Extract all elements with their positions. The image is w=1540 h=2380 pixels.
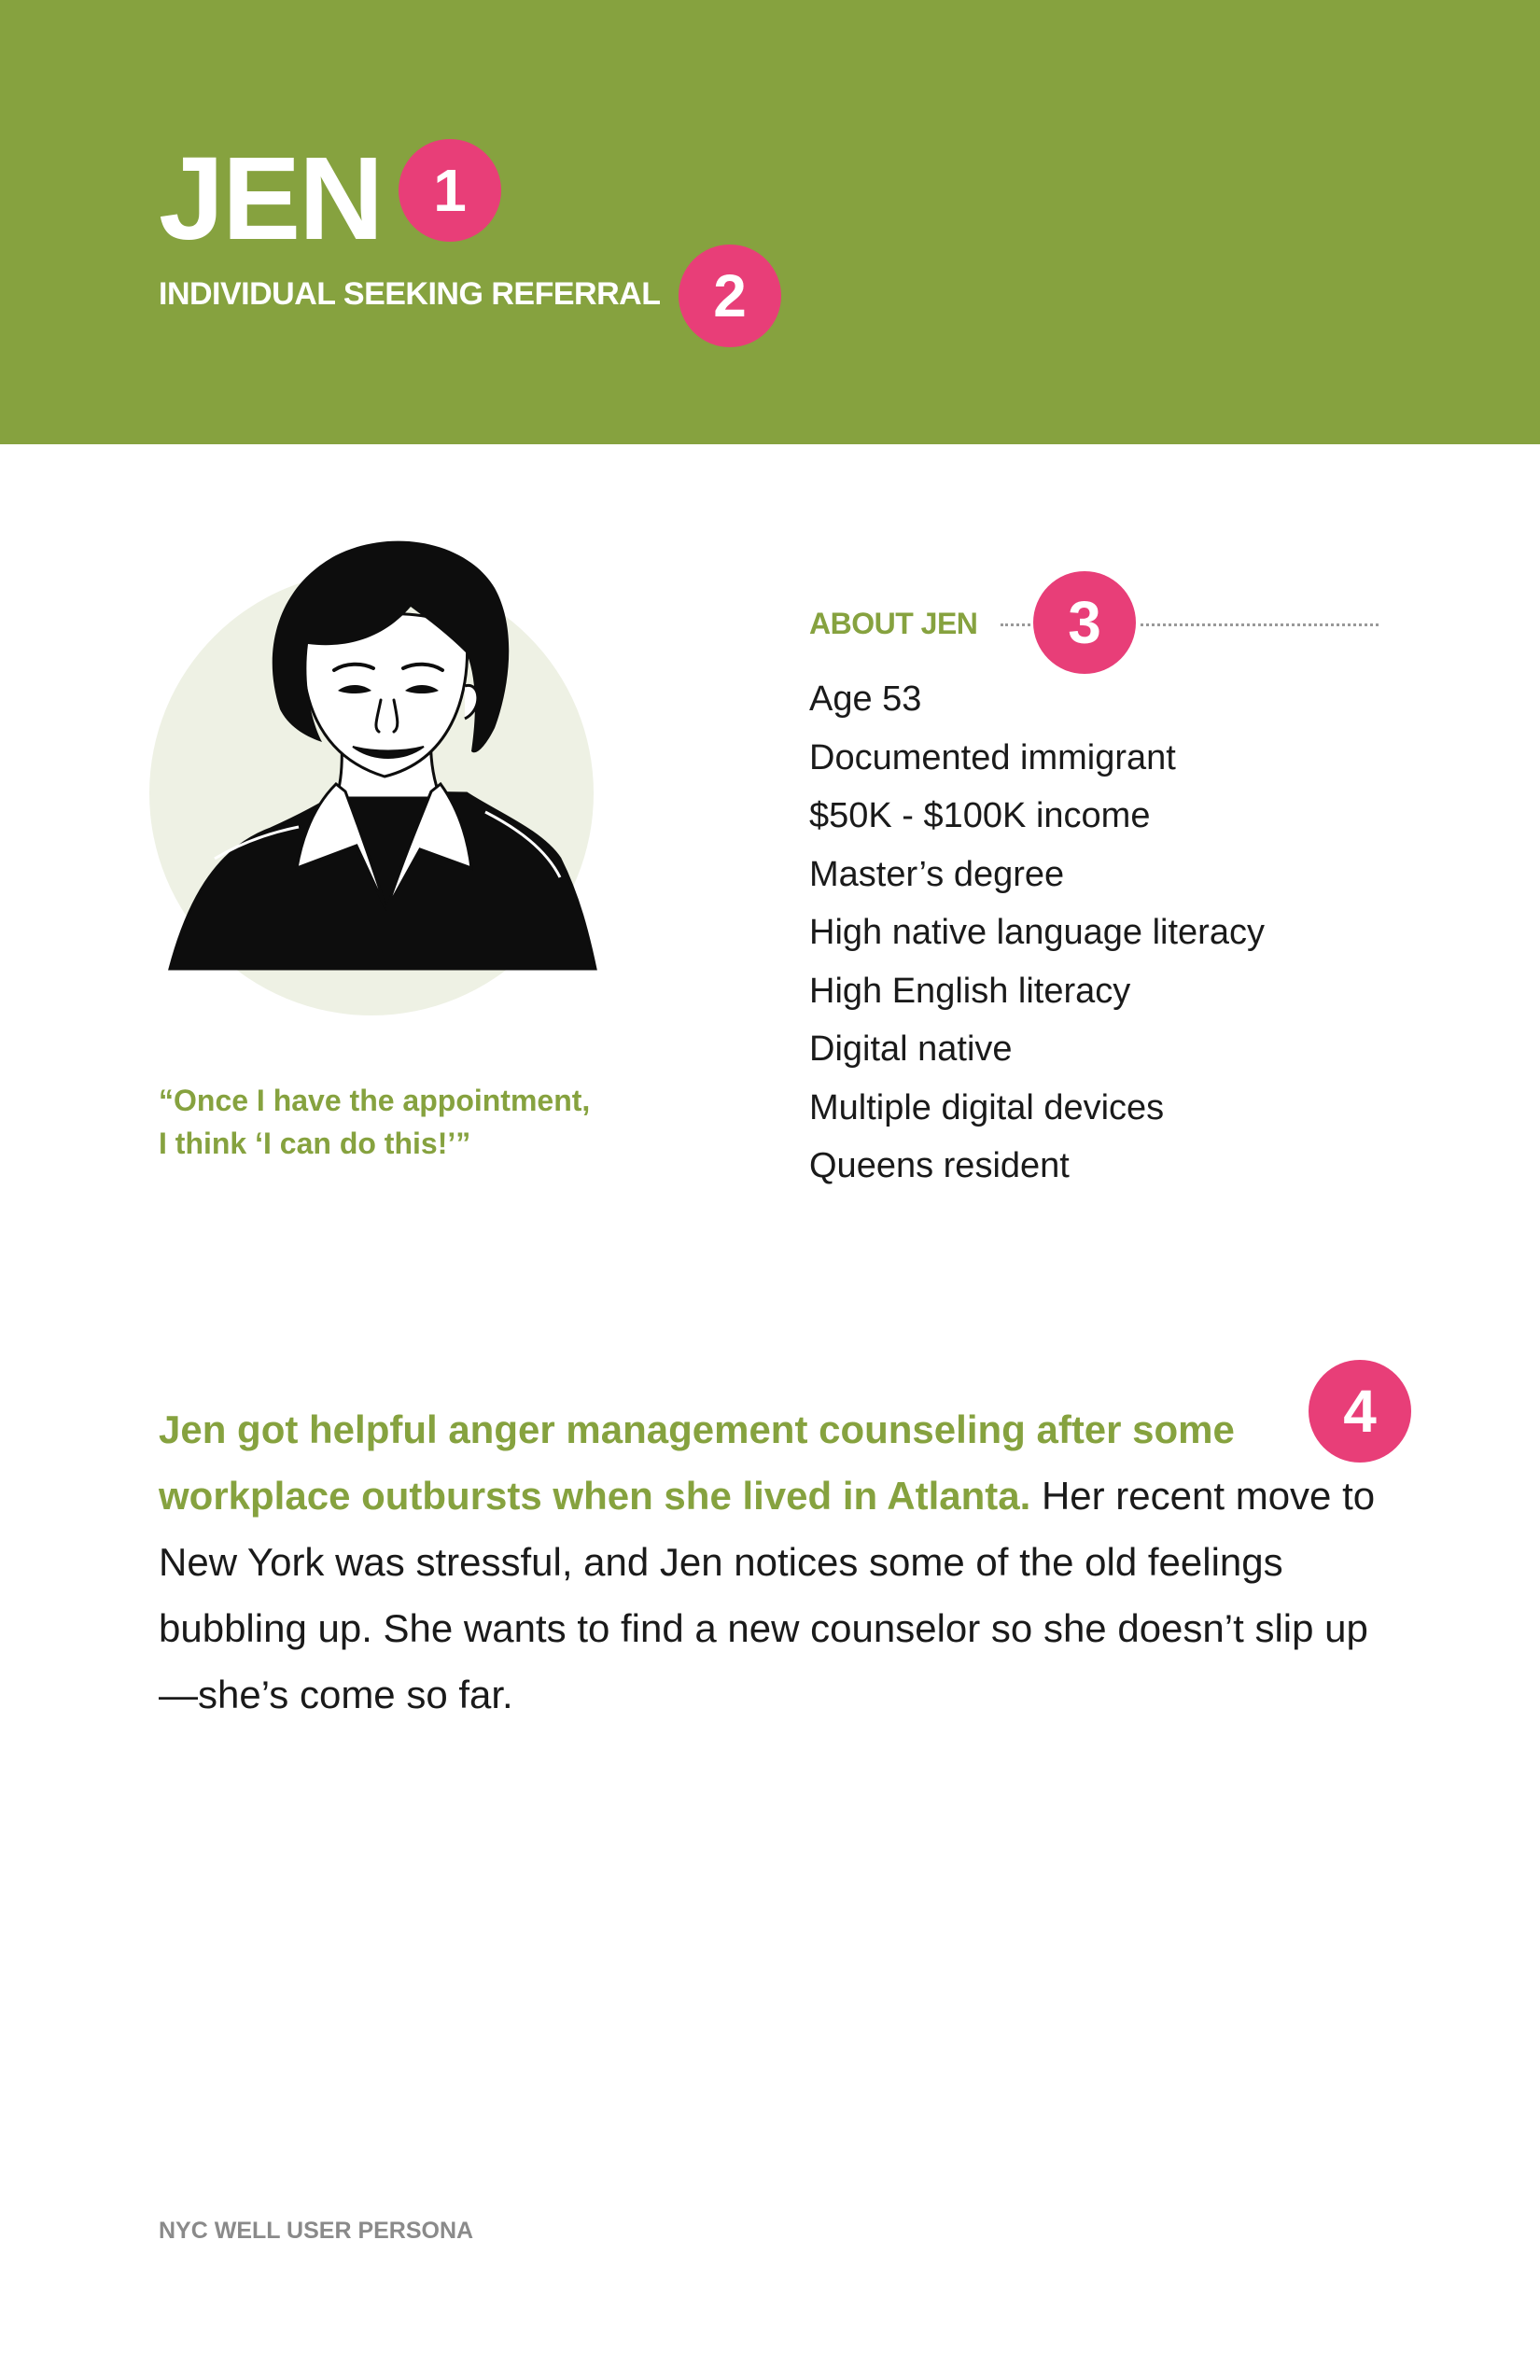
fact-item: High native language literacy (809, 913, 1265, 952)
fact-item: Digital native (809, 1029, 1013, 1069)
persona-role: INDIVIDUAL SEEKING REFERRAL (159, 276, 661, 312)
quote-line-2: I think ‘I can do this!’” (159, 1127, 471, 1160)
fact-item: $50K - $100K income (809, 796, 1151, 835)
fact-item: Documented immigrant (809, 737, 1176, 777)
quote-line-1: “Once I have the appointment, (159, 1084, 591, 1117)
fact-item: High English literacy (809, 971, 1131, 1011)
persona-quote (159, 1079, 644, 1165)
fact-item: Multiple digital devices (809, 1087, 1165, 1127)
header-banner (0, 0, 1540, 444)
annotation-marker-4: 4 (1309, 1360, 1411, 1463)
persona-name: JEN (159, 133, 383, 264)
story-body: Her recent move to New York was stressful, and Jen notices some of the old feelings bubbling up. She wants to find a new counselor so she doesn’t slip up—she’s come so far. (159, 1474, 1376, 1716)
annotation-marker-2: 2 (679, 245, 781, 347)
dotted-divider-right (1141, 623, 1379, 626)
fact-item: Master’s degree (809, 854, 1065, 894)
fact-item: Age 53 (809, 679, 922, 719)
about-section-title: ABOUT JEN (809, 607, 978, 640)
footer-label: NYC WELL USER PERSONA (159, 2218, 474, 2244)
story-highlight: Jen got helpful anger management counseling after some workplace outbursts when she lived in Atlanta. (159, 1407, 1235, 1518)
persona-story (159, 1396, 1391, 1728)
woman-portrait-icon (149, 532, 607, 1017)
annotation-marker-1: 1 (399, 139, 501, 242)
annotation-marker-3: 3 (1033, 571, 1136, 674)
dotted-divider-left (1001, 623, 1030, 626)
about-facts-list (809, 670, 1265, 1196)
fact-item: Queens resident (809, 1146, 1070, 1185)
